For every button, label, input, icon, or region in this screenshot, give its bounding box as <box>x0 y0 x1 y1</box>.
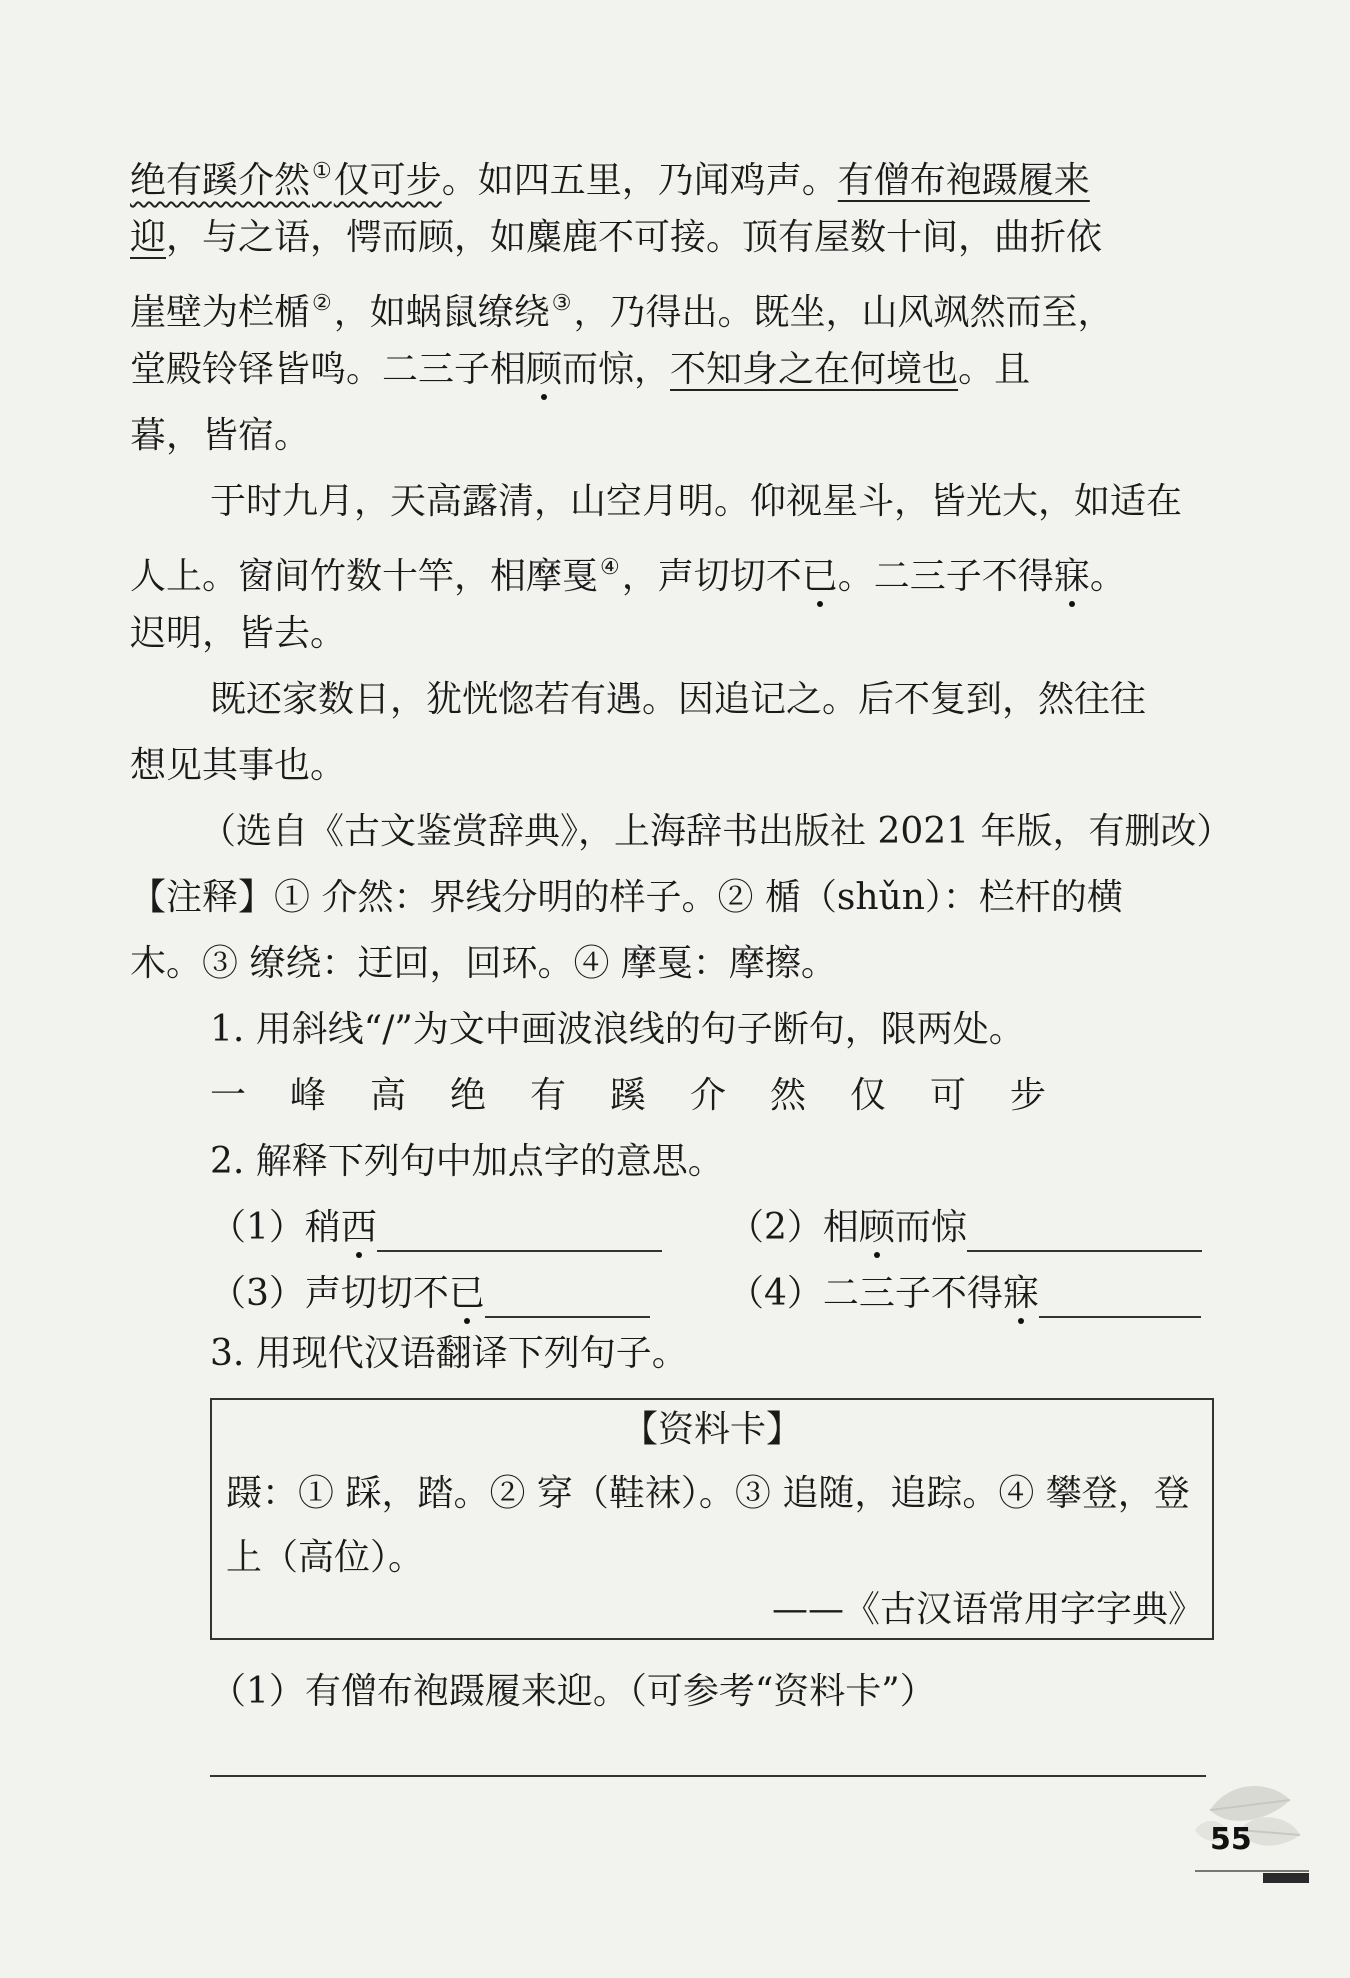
note-marker-4: ④ <box>600 555 620 580</box>
question-2-item-4: （4）二三子不得寐 <box>728 1270 1228 1318</box>
underlined-sentence-2: 不知身之在何境也 <box>670 349 959 390</box>
dotted-char-gu: 顾 <box>859 1204 895 1252</box>
question-1-prompt: 1. 用斜线“/”为文中画波浪线的句子断句，限两处。 <box>210 1009 1025 1050</box>
note-marker-1: ① <box>312 159 332 184</box>
dotted-char-xi: 西 <box>341 1204 377 1252</box>
passage-line-8: 迟明，皆去。 <box>130 613 347 654</box>
char-box: 仅 <box>850 1075 887 1116</box>
question-2-item-2: （2）相顾而惊 <box>728 1204 1228 1252</box>
dotted-char-yi: 已 <box>449 1270 485 1318</box>
passage-line-5: 暮，皆宿。 <box>130 415 311 456</box>
question-2-prompt: 2. 解释下列句中加点字的意思。 <box>210 1141 724 1182</box>
reference-card <box>210 1398 1214 1640</box>
char-box: 峰 <box>290 1075 327 1116</box>
passage-line-3: 崖壁为栏楯②，如蜗鼠缭绕③，乃得出。既坐，山风飒然而至， <box>130 291 1114 333</box>
wavy-sentence: 绝有蹊介然①仅可步 <box>130 159 442 201</box>
question-1-chars[interactable] <box>210 1072 1300 1120</box>
page-number-bar <box>1263 1873 1309 1883</box>
dotted-char-yi: 已 <box>802 553 838 601</box>
passage-line-10: 想见其事也。 <box>130 745 347 786</box>
note-marker-2: ② <box>312 291 332 316</box>
passage-line-1: 绝有蹊介然①仅可步。如四五里，乃闻鸡声。有僧布袍蹑履来 <box>130 159 1090 201</box>
answer-line[interactable] <box>210 1775 1206 1777</box>
answer-blank-1[interactable] <box>377 1212 662 1252</box>
answer-blank-3[interactable] <box>485 1278 650 1318</box>
dotted-char-gu: 顾 <box>526 346 562 394</box>
question-2-item-1: （1）稍西 <box>210 1204 710 1252</box>
char-box: 一 <box>210 1075 247 1116</box>
card-line-1: 蹑：① 踩，踏。② 穿（鞋袜）。③ 追随，追踪。④ 攀登，登 <box>226 1473 1190 1514</box>
note-marker-3: ③ <box>551 291 572 316</box>
passage-line-2: 迎，与之语，愕而顾，如麋鹿不可接。顶有屋数十间，曲折依 <box>130 217 1103 258</box>
char-box: 介 <box>690 1075 727 1116</box>
question-2-item-3: （3）声切切不已 <box>210 1270 710 1318</box>
passage-line-4: 堂殿铃铎皆鸣。二三子相顾而惊，不知身之在何境也。且 <box>130 346 1220 394</box>
passage-line-6: 于时九月，天高露清，山空月明。仰视星斗，皆光大，如适在 <box>210 481 1183 522</box>
passage-source: （选自《古文鉴赏辞典》，上海辞书出版社 2021 年版，有删改） <box>200 811 1233 852</box>
page-number-rule <box>1195 1870 1309 1872</box>
char-box: 可 <box>930 1075 967 1116</box>
char-box: 高 <box>370 1075 407 1116</box>
dotted-char-mei: 寐 <box>1003 1270 1039 1318</box>
question-3-prompt: 3. 用现代汉语翻译下列句子。 <box>210 1333 688 1374</box>
dotted-char-mei: 寐 <box>1054 553 1090 601</box>
card-title: 【资料卡】 <box>621 1409 802 1450</box>
passage-line-7: 人上。窗间竹数十竿，相摩戛④，声切切不已。二三子不得寐。 <box>130 544 1220 601</box>
card-line-2: 上（高位）。 <box>226 1537 425 1578</box>
char-box: 步 <box>1010 1075 1047 1116</box>
answer-blank-2[interactable] <box>967 1212 1202 1252</box>
passage-line-9: 既还家数日，犹恍惚若有遇。因追记之。后不复到，然往往 <box>210 679 1147 720</box>
char-box: 然 <box>770 1075 807 1116</box>
underlined-sentence-1: 有僧布袍蹑履来 <box>837 160 1090 201</box>
notes-line-1: 【注释】① 介然：界线分明的样子。② 楯（shǔn）：栏杆的横 <box>130 877 1123 918</box>
answer-blank-4[interactable] <box>1039 1278 1201 1318</box>
char-box: 蹊 <box>610 1075 647 1116</box>
underlined-sentence-1-end: 迎 <box>130 217 167 258</box>
char-box: 绝 <box>450 1075 487 1116</box>
char-box: 有 <box>530 1075 567 1116</box>
card-source: ——《古汉语常用字字典》 <box>771 1589 1204 1630</box>
question-3-sub-1: （1）有僧布袍蹑履来迎。（可参考“资料卡”） <box>210 1671 936 1712</box>
notes-line-2: 木。③ 缭绕：迂回，回环。④ 摩戛：摩擦。 <box>130 943 837 984</box>
page-number: 55 <box>1210 1822 1252 1857</box>
